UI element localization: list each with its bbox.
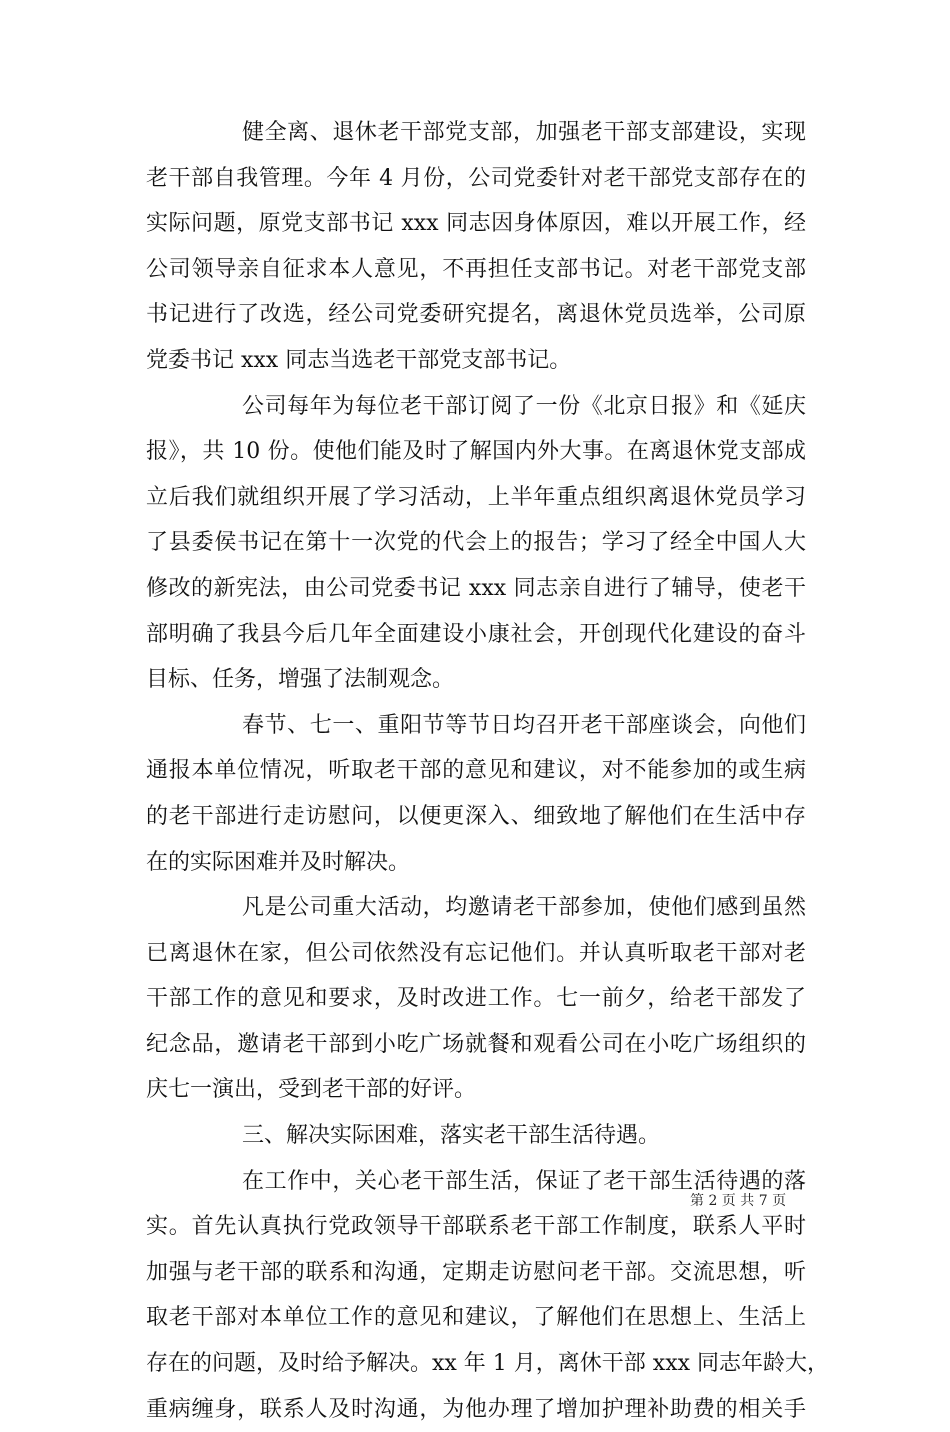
text-line: 党委书记 xxx 同志当选老干部党支部书记。 bbox=[146, 347, 572, 373]
text-line: 公司领导亲自征求本人意见，不再担任支部书记。对老干部党支部 bbox=[146, 256, 806, 282]
text-line: 取老干部对本单位工作的意见和建议，了解他们在思想上、生活上 bbox=[146, 1305, 806, 1331]
text-line: 实际问题，原党支部书记 xxx 同志因身体原因，难以开展工作，经 bbox=[146, 211, 806, 237]
page-number-footer: 第 2 页 共 7 页 bbox=[690, 1193, 787, 1209]
document-body bbox=[146, 110, 830, 1432]
text-line: 修改的新宪法，由公司党委书记 xxx 同志亲自进行了辅导，使老干 bbox=[146, 575, 806, 601]
text-line: 重病缠身，联系人及时沟通，为他办理了增加护理补助费的相关手 bbox=[146, 1396, 806, 1422]
text-line: 立后我们就组织开展了学习活动，上半年重点组织离退休党员学习 bbox=[146, 484, 806, 510]
text-line: 庆七一演出，受到老干部的好评。 bbox=[146, 1077, 477, 1103]
text-line: 目标、任务，增强了法制观念。 bbox=[146, 667, 455, 693]
text-line: 在工作中，关心老干部生活，保证了老干部生活待遇的落 bbox=[242, 1168, 806, 1194]
text-line: 健全离、退休老干部党支部，加强老干部支部建设，实现 bbox=[242, 120, 806, 145]
text-line: 了县委侯书记在第十一次党的代会上的报告；学习了经全中国人大 bbox=[146, 530, 806, 556]
text-line: 的老干部进行走访慰问，以便更深入、细致地了解他们在生活中存 bbox=[146, 803, 806, 829]
text-line: 已离退休在家，但公司依然没有忘记他们。并认真听取老干部对老 bbox=[146, 940, 806, 966]
text-line: 春节、七一、重阳节等节日均召开老干部座谈会，向他们 bbox=[242, 712, 806, 738]
text-line: 加强与老干部的联系和沟通，定期走访慰问老干部。交流思想，听 bbox=[146, 1259, 806, 1285]
text-line: 存在的问题，及时给予解决。xx 年 1 月，离休干部 xxx 同志年龄大， bbox=[146, 1351, 830, 1377]
text-line: 三、解决实际困难，落实老干部生活待遇。 bbox=[242, 1123, 661, 1149]
text-line: 纪念品，邀请老干部到小吃广场就餐和观看公司在小吃广场组织的 bbox=[146, 1031, 806, 1057]
text-line: 书记进行了改选，经公司党委研究提名，离退休党员选举，公司原 bbox=[146, 302, 806, 328]
text-line: 在的实际困难并及时解决。 bbox=[146, 849, 411, 875]
text-line: 凡是公司重大活动，均邀请老干部参加，使他们感到虽然 bbox=[242, 895, 806, 921]
text-line: 报》，共 10 份。使他们能及时了解国内外大事。在离退休党支部成 bbox=[146, 439, 806, 465]
text-line: 老干部自我管理。今年 4 月份，公司党委针对老干部党支部存在的 bbox=[146, 165, 806, 191]
text-line: 干部工作的意见和要求，及时改进工作。七一前夕，给老干部发了 bbox=[146, 986, 806, 1012]
text-line: 通报本单位情况，听取老干部的意见和建议，对不能参加的或生病 bbox=[146, 758, 806, 784]
text-line: 部明确了我县今后几年全面建设小康社会，开创现代化建设的奋斗 bbox=[146, 621, 806, 647]
text-line: 公司每年为每位老干部订阅了一份《北京日报》和《延庆 bbox=[242, 393, 806, 419]
text-line: 实。首先认真执行党政领导干部联系老干部工作制度，联系人平时 bbox=[146, 1214, 806, 1240]
